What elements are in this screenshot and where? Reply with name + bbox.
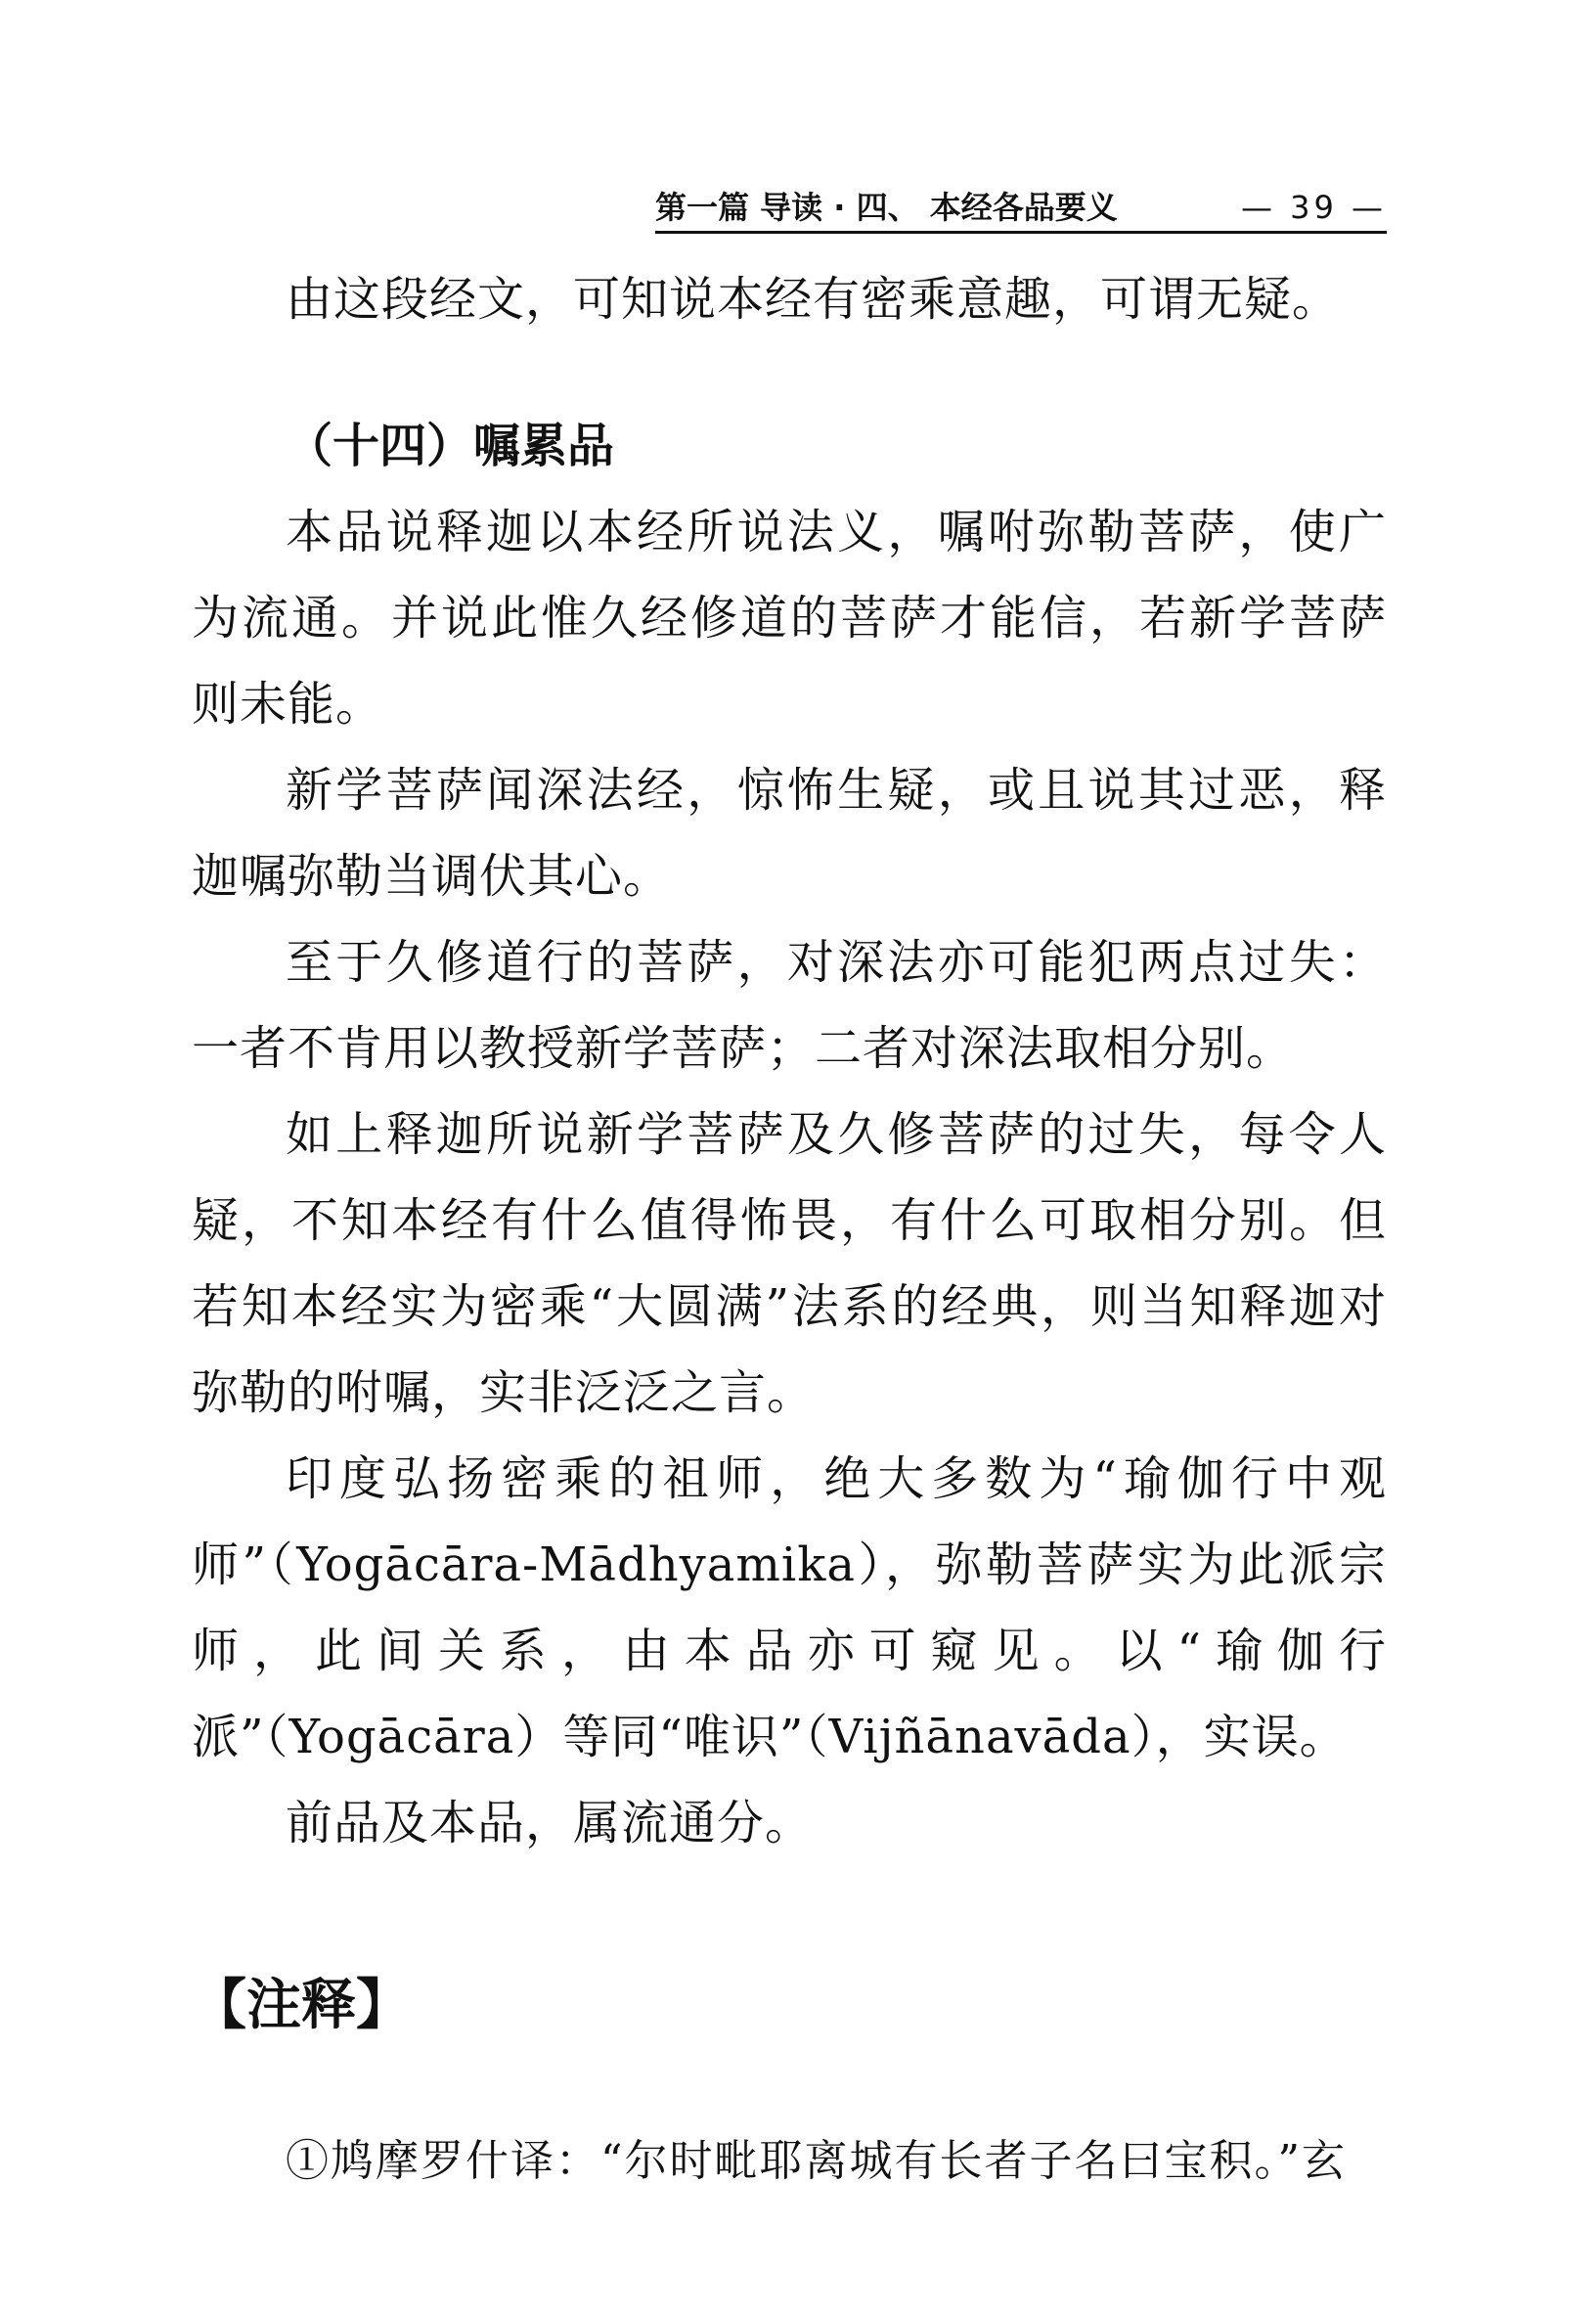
footnote-1: ①鸠摩罗什译：“尔时毗耶离城有长者子名曰宝积。”玄 <box>286 2136 1347 2186</box>
paragraph-4: 如上释迦所说新学菩萨及久修菩萨的过失，每令人疑，不知本经有什么值得怖畏，有什么可取相分别。但若知本经实为密乘“大圆满”法系的经典，则当知释迦对弥勒的咐嘱，实非泛泛之言。 <box>192 1107 1387 1420</box>
paragraph-2: 新学菩萨闻深法经，惊怖生疑，或且说其过恶，释迦嘱弥勒当调伏其心。 <box>192 763 1387 904</box>
running-title: 第一篇 导读 · 四、 本经各品要义 <box>655 189 1118 226</box>
running-header <box>655 184 1387 234</box>
paragraph-5: 印度弘扬密乘的祖师，绝大多数为“瑜伽行中观师”（Yogācāra-Mādhyamika），弥勒菩萨实为此派宗师，此间关系，由本品亦可窥见。以“瑜伽行派”（Yogācāra）等同“唯识”（Vijñānavāda），实误。 <box>192 1451 1387 1764</box>
paragraph-1: 本品说释迦以本经所说法义，嘱咐弥勒菩萨，使广为流通。并说此惟久经修道的菩萨才能信，若新学菩萨则未能。 <box>192 505 1387 732</box>
notes-heading: 【注释】 <box>192 1973 411 2037</box>
page-number: — 39 — <box>1240 189 1387 226</box>
paragraph-3: 至于久修道行的菩萨，对深法亦可能犯两点过失：一者不肯用以教授新学菩萨；二者对深法取相分别。 <box>192 935 1387 1076</box>
paragraph-6: 前品及本品，属流通分。 <box>286 1796 814 1850</box>
intro-paragraph: 由这段经文，可知说本经有密乘意趣，可谓无疑。 <box>286 272 1341 327</box>
section-title: （十四）嘱累品 <box>286 419 615 473</box>
main-text <box>192 256 1387 2205</box>
